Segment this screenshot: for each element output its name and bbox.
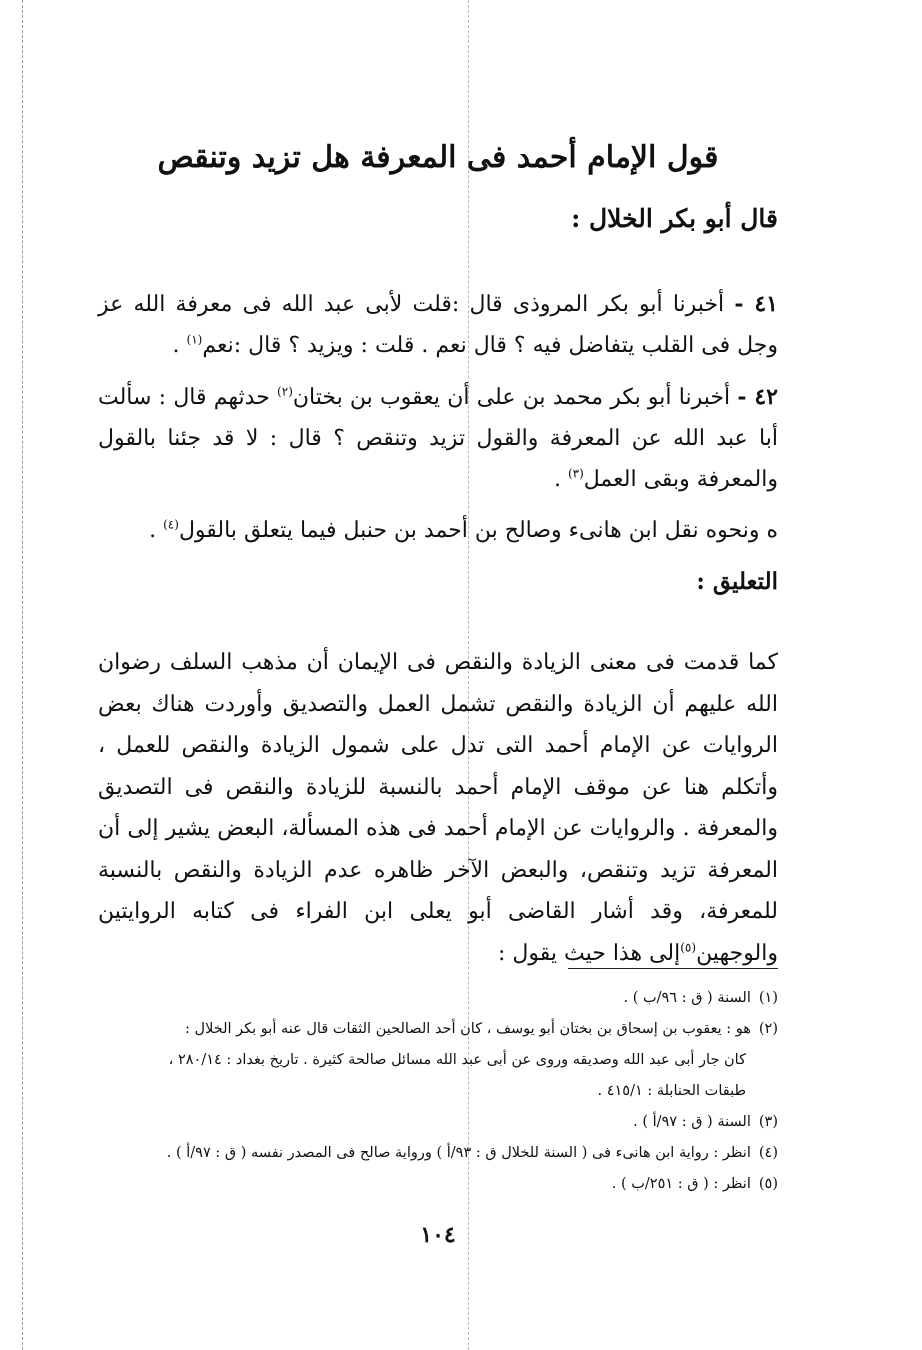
book-page bbox=[98, 0, 778, 1350]
footnote-2-continuation: طبقات الحنابلة : ٤١٥/١ . bbox=[597, 1083, 746, 1099]
note-bullet: ه bbox=[766, 518, 778, 543]
page-number: ١٠٤ bbox=[420, 1222, 456, 1248]
narrator-heading: قال أبو بكر الخلال : bbox=[571, 204, 778, 233]
footnote-text: السنة ( ق : ٩٧/أ ) . bbox=[633, 1114, 751, 1130]
footnote-text: انظر : ( ق : ٢٥١/ب ) . bbox=[611, 1176, 751, 1192]
related-note bbox=[98, 510, 778, 551]
note-text: ونحوه نقل ابن هانىء وصالح بن أحمد بن حنبل فيما يتعلق بالقول bbox=[178, 518, 760, 543]
scan-edge-left bbox=[22, 0, 23, 1350]
footnote-number: (٢) bbox=[758, 1021, 778, 1037]
sentence-end: . bbox=[149, 518, 164, 543]
page-title: قول الإمام أحمد فى المعرفة هل تزيد وتنقص bbox=[157, 140, 719, 175]
commentary-text: كما قدمت فى معنى الزيادة والنقص فى الإيمان أن مذهب السلف رضوان الله عليهم أن الزيادة والنقص تشمل العمل والتصديق وأوردت هناك بعض الروايات عن الإمام أحمد التى تدل على شمول الزيادة والنقص للعمل ، وأتكلم هنا عن موقف الإمام أحمد بالنسبة للزيادة والنقص فى التصديق والمعرفة . والروايات عن الإمام أحمد فى هذه المسألة، البعض يشير إلى أن المعرفة تزيد وتنقص، والبعض الآخر ظاهره عدم الزيادة والنقص بالنسبة للمعرفة، وقد أشار القاضى أبو يعلى ابن الفراء فى كتابه الروايتين والوجهين bbox=[98, 650, 778, 966]
footnotes-section bbox=[98, 983, 778, 1200]
footnote-5 bbox=[98, 1169, 778, 1200]
narration-41 bbox=[98, 284, 778, 366]
narration-number: ٤١ - bbox=[734, 291, 778, 317]
footnote-2-continuation: كان جار أبى عبد الله وصديقه وروى عن أبى عبد الله مسائل صالحة كثيرة . تاريخ بغداد : ٢٨٠/١٤ ، bbox=[168, 1052, 746, 1068]
sentence-end: . bbox=[553, 467, 568, 492]
commentary-paragraph bbox=[98, 642, 778, 974]
footnote-1 bbox=[98, 983, 778, 1014]
footnote-3 bbox=[98, 1107, 778, 1138]
narration-number: ٤٢ - bbox=[737, 384, 778, 410]
footnote-4 bbox=[98, 1138, 778, 1169]
footnote-2 bbox=[98, 1014, 778, 1045]
footnote-ref[interactable]: (٥) bbox=[680, 940, 697, 955]
footnote-ref[interactable]: (٤) bbox=[163, 517, 179, 532]
footnote-number: (٣) bbox=[758, 1114, 778, 1130]
footnote-separator bbox=[568, 968, 778, 969]
footnote-ref[interactable]: (٢) bbox=[277, 384, 293, 399]
footnote-ref[interactable]: (١) bbox=[186, 332, 203, 347]
footnote-text: هو : يعقوب بن إسحاق بن بختان أبو يوسف ، كان أحد الصالحين الثقات قال عنه أبو بكر الخلال : bbox=[185, 1021, 751, 1037]
sentence-end: . bbox=[172, 333, 187, 358]
commentary-heading: التعليق : bbox=[696, 568, 778, 595]
narration-text: أخبرنا أبو بكر المروذى قال :قلت لأبى عبد الله فى معرفة الله عز وجل فى القلب يتفاضل فيه ؟ قال نعم . قلت : ويزيد ؟ قال :نعم bbox=[98, 292, 778, 358]
footnote-number: (١) bbox=[758, 990, 778, 1006]
footnote-text: السنة ( ق : ٩٦/ب ) . bbox=[623, 990, 751, 1006]
narration-text: حدثهم قال : سألت أبا عبد الله عن المعرفة والقول تزيد وتنقص ؟ قال : لا قد جئنا بالقول والمعرفة وبقى العمل bbox=[98, 385, 778, 492]
commentary-text: إلى هذا حيث يقول : bbox=[497, 940, 681, 966]
footnote-number: (٥) bbox=[758, 1176, 778, 1192]
footnote-ref[interactable]: (٣) bbox=[567, 466, 584, 481]
footnote-number: (٤) bbox=[758, 1145, 778, 1161]
footnote-text: انظر : رواية ابن هانىء فى ( السنة للخلال ق : ٩٣/أ ) ورواية صالح فى المصدر نفسه ( ق : ٩٧/أ ) . bbox=[166, 1145, 751, 1161]
narration-text: أخبرنا أبو بكر محمد بن على أن يعقوب بن بختان bbox=[292, 385, 731, 410]
narration-42 bbox=[98, 377, 778, 500]
